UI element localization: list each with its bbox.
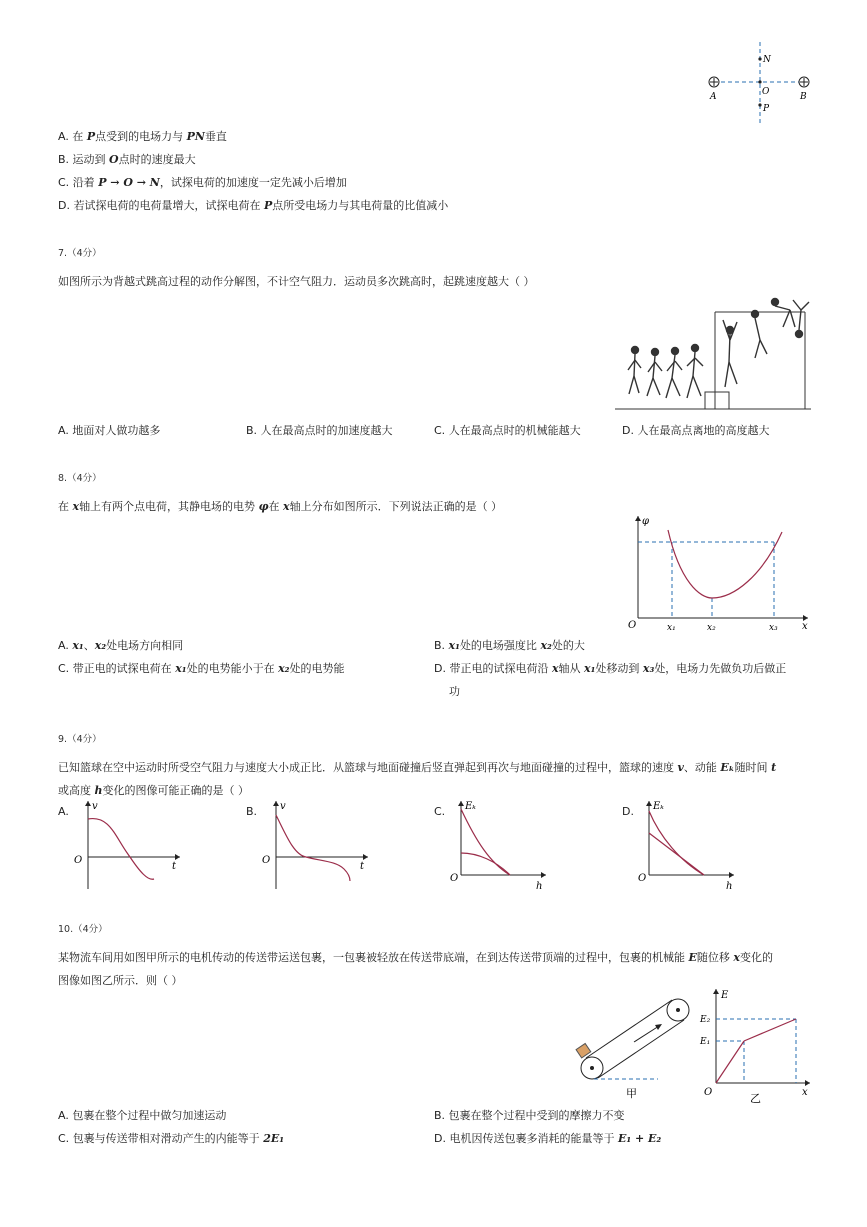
option-letter: D. xyxy=(434,1132,446,1145)
math: x xyxy=(72,500,80,513)
stem-text: 轴上分布如图所示．下列说法正确的是（ ） xyxy=(289,500,503,513)
q9a-axis-x: t xyxy=(172,861,177,872)
q8-option-c xyxy=(58,660,344,676)
q9d-axis-y: Eₖ xyxy=(653,801,664,812)
q8-tick-x3: x₃ xyxy=(769,623,778,632)
q9-graph-b xyxy=(258,797,373,893)
q9-stem-line1 xyxy=(58,759,776,775)
q10-option-c xyxy=(58,1130,284,1146)
q8-option-b xyxy=(434,637,585,653)
q10-origin: O xyxy=(704,1087,713,1098)
math: P xyxy=(86,130,96,143)
math: x xyxy=(733,951,740,964)
math: v xyxy=(677,761,684,774)
q7-high-jump-figure xyxy=(615,292,815,417)
option-text: 电机因传送包裹多消耗的能量等于 xyxy=(449,1132,618,1145)
math: x xyxy=(551,662,559,675)
q9-option-d-letter: D. xyxy=(622,805,634,818)
math: x₂ xyxy=(540,639,552,652)
option-letter: A. xyxy=(58,130,69,143)
q7-option-a xyxy=(58,422,160,438)
q10-option-a xyxy=(58,1107,226,1123)
stem-text: 在 xyxy=(268,500,284,513)
math: P xyxy=(263,199,273,212)
q10-option-d xyxy=(434,1130,661,1146)
option-text: 处电场方向相同 xyxy=(106,639,184,652)
q7-heading: 7.（4分） xyxy=(58,248,102,259)
option-text: 点受到的电场力与 xyxy=(95,130,187,143)
q10-energy-graph xyxy=(698,985,816,1105)
option-text: 在 xyxy=(72,130,87,143)
option-letter: B. xyxy=(246,424,258,437)
stem-text: 变化的 xyxy=(739,951,773,964)
math: 2E₁ xyxy=(263,1132,285,1145)
q10-label-e2: E₂ xyxy=(700,1015,711,1025)
math: x₂ xyxy=(94,639,107,652)
q9-option-c-letter: C. xyxy=(434,805,446,818)
q7-option-d xyxy=(622,422,769,438)
option-letter: B. xyxy=(58,153,70,166)
q10-axis-e: E xyxy=(721,990,729,1001)
q9b-axis-y: v xyxy=(280,801,286,812)
q7-option-b xyxy=(246,422,393,438)
option-letter: A. xyxy=(58,424,69,437)
stem-text: 、动能 xyxy=(683,761,721,774)
math: t xyxy=(771,761,777,774)
math: P → O → N xyxy=(98,176,160,189)
stem-text: 在 xyxy=(58,500,73,513)
q9a-origin: O xyxy=(74,855,83,866)
q6-option-c xyxy=(58,174,347,190)
option-text: 包裹在整个过程中做匀加速运动 xyxy=(72,1109,227,1122)
q6-label-b: B xyxy=(800,92,807,102)
math: x₂ xyxy=(278,662,290,675)
q10-heading: 10.（4分） xyxy=(58,924,108,935)
q6-label-n: N xyxy=(763,55,771,65)
option-letter: D. xyxy=(434,662,446,675)
q7-option-c xyxy=(434,422,581,438)
q8-axis-x: x xyxy=(802,621,808,632)
math: x₁ xyxy=(175,662,187,675)
q10-stem-line2: 图像如图乙所示．则（ ） xyxy=(58,974,183,987)
option-text: 若试探电荷的电荷量增大，试探电荷在 xyxy=(73,199,264,212)
option-text: ，试探电荷的加速度一定先减小后增加 xyxy=(159,176,347,189)
q10-label-e1: E₁ xyxy=(700,1037,711,1047)
stem-text: 或高度 xyxy=(58,784,95,797)
q8-origin: O xyxy=(628,620,637,631)
option-text: 垂直 xyxy=(204,130,227,143)
q6-option-b xyxy=(58,151,196,167)
option-text: 包裹与传送带相对滑动产生的内能等于 xyxy=(72,1132,264,1145)
q6-label-a: A xyxy=(710,92,717,102)
option-text: 运动到 xyxy=(72,153,110,166)
math: O xyxy=(109,153,119,166)
q8-tick-x2: x₂ xyxy=(707,623,716,632)
option-text: 处的大 xyxy=(551,639,585,652)
q9-option-a-letter: A. xyxy=(58,805,69,818)
math: E xyxy=(688,951,697,964)
option-text: 带正电的试探电荷在 xyxy=(72,662,176,675)
q9b-origin: O xyxy=(262,855,271,866)
q10-caption-jia: 甲 xyxy=(626,1087,637,1100)
q10-conveyor-figure xyxy=(574,990,694,1105)
option-text: 人在最高点时的加速度越大 xyxy=(260,424,393,437)
q9-heading: 9.（4分） xyxy=(58,734,102,745)
option-letter: C. xyxy=(58,662,70,675)
q8-heading: 8.（4分） xyxy=(58,473,102,484)
stem-text: 随位移 xyxy=(696,951,734,964)
q9d-axis-x: h xyxy=(726,881,733,892)
q6-option-a xyxy=(58,128,227,144)
option-text: 处移动到 xyxy=(595,662,643,675)
q9c-origin: O xyxy=(450,873,459,884)
q9-option-b-letter: B. xyxy=(246,805,258,818)
q9-graph-a xyxy=(70,797,185,893)
math: x₁ xyxy=(584,662,596,675)
q8-stem xyxy=(58,498,502,514)
option-letter: A. xyxy=(58,1109,69,1122)
q10-stem-line1 xyxy=(58,949,773,965)
q8-potential-graph xyxy=(622,512,812,632)
q8-option-d-line2: 功 xyxy=(449,685,460,698)
math: x₃ xyxy=(642,662,655,675)
option-letter: B. xyxy=(434,1109,446,1122)
stem-text: 随时间 xyxy=(734,761,772,774)
math: E₁ + E₂ xyxy=(617,1132,662,1145)
option-letter: D. xyxy=(622,424,634,437)
option-letter: C. xyxy=(58,176,70,189)
option-text: 处的电场强度比 xyxy=(459,639,541,652)
q9-graph-c xyxy=(446,797,556,893)
option-letter: D. xyxy=(58,199,70,212)
q8-option-d xyxy=(434,660,786,676)
stem-text: 轴上有两个点电荷，其静电场的电势 xyxy=(79,500,259,513)
option-text: 地面对人做功越多 xyxy=(72,424,161,437)
q10-caption-yi: 乙 xyxy=(750,1092,761,1105)
q9a-axis-y: v xyxy=(92,801,98,812)
q9d-origin: O xyxy=(638,873,647,884)
option-text: 处的电势能小于在 xyxy=(186,662,279,675)
option-letter: C. xyxy=(434,424,446,437)
math: PN xyxy=(186,130,205,143)
option-text: 沿着 xyxy=(72,176,99,189)
option-text: 点时的速度最大 xyxy=(118,153,196,166)
q8-axis-phi: φ xyxy=(642,516,650,527)
option-text: 处，电场力先做负功后做正 xyxy=(654,662,787,675)
math: φ xyxy=(258,500,269,513)
stem-text: 某物流车间用如图甲所示的电机传动的传送带运送包裹，一包裹被轻放在传送带底端，在到达传送带顶端的过程中，包裹的机械能 xyxy=(58,951,689,964)
option-text: 轴从 xyxy=(558,662,585,675)
math: h xyxy=(94,784,103,797)
q6-option-d xyxy=(58,197,448,213)
q8-tick-x1: x₁ xyxy=(667,623,676,632)
option-text: 人在最高点时的机械能越大 xyxy=(448,424,581,437)
stem-text: 变化的图像可能正确的是（ ） xyxy=(102,784,249,797)
option-text: 包裹在整个过程中受到的摩擦力不变 xyxy=(448,1109,625,1122)
stem-text: 已知篮球在空中运动时所受空气阻力与速度大小成正比．从篮球与地面碰撞后竖直弹起到再次与地面碰撞的过程中，篮球的速度 xyxy=(58,761,678,774)
q9-stem-line2 xyxy=(58,782,249,798)
q10-option-b xyxy=(434,1107,625,1123)
option-letter: B. xyxy=(434,639,446,652)
math: x xyxy=(283,500,290,513)
q9c-axis-x: h xyxy=(536,881,543,892)
option-letter: C. xyxy=(58,1132,70,1145)
q9-graph-d xyxy=(634,797,744,893)
q8-option-a xyxy=(58,637,183,653)
option-text: 点所受电场力与其电荷量的比值减小 xyxy=(272,199,449,212)
math: x₁ xyxy=(448,639,460,652)
math: Eₖ xyxy=(720,761,735,774)
q6-field-figure xyxy=(700,40,820,130)
option-text: 处的电势能 xyxy=(289,662,345,675)
option-letter: A. xyxy=(58,639,69,652)
option-text: 人在最高点离地的高度越大 xyxy=(637,424,770,437)
option-text: 、 xyxy=(83,639,95,652)
option-text: 带正电的试探电荷沿 xyxy=(449,662,552,675)
q10-axis-x: x xyxy=(802,1087,808,1098)
math: x₁ xyxy=(72,639,84,652)
q9b-axis-x: t xyxy=(360,861,365,872)
q6-label-o: O xyxy=(762,87,770,97)
q6-label-p: P xyxy=(763,104,770,114)
q9c-axis-y: Eₖ xyxy=(465,801,476,812)
q7-stem: 如图所示为背越式跳高过程的动作分解图，不计空气阻力．运动员多次跳高时，起跳速度越大（ ） xyxy=(58,275,535,288)
